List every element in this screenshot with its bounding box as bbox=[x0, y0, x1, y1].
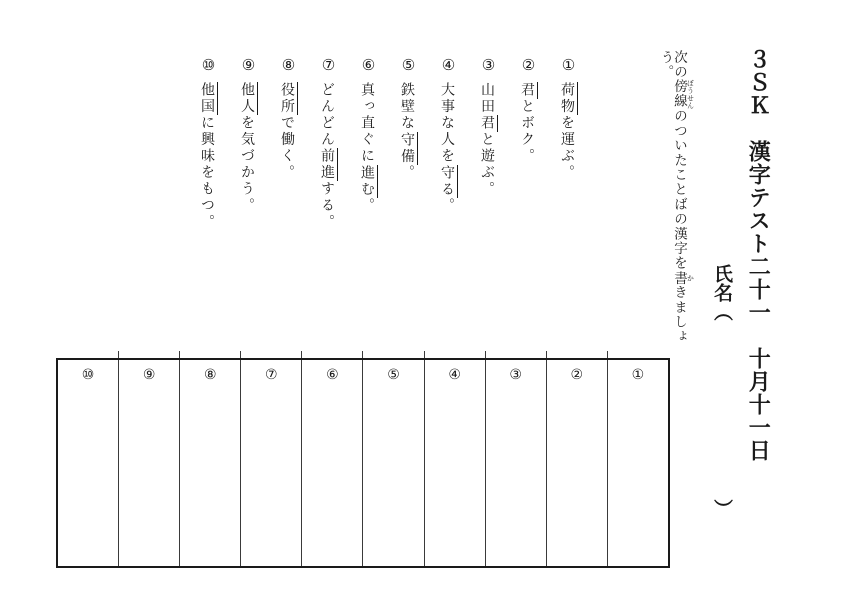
answer-cell bbox=[240, 360, 301, 566]
answer-table bbox=[56, 358, 670, 568]
underlined-word: 他人 bbox=[240, 82, 256, 115]
question-list bbox=[188, 56, 588, 366]
cell-number: ⑧ bbox=[203, 366, 217, 382]
answer-cell bbox=[301, 360, 362, 566]
item-text bbox=[201, 82, 215, 231]
cell-number: ⑥ bbox=[326, 366, 339, 382]
underlined-word: 役所 bbox=[280, 82, 296, 115]
cell-number: ⑤ bbox=[387, 366, 400, 382]
name-paren-close: ） bbox=[711, 499, 732, 518]
item-text bbox=[561, 82, 575, 181]
item-number: ⑧ bbox=[279, 56, 297, 74]
answer-cell bbox=[118, 360, 179, 566]
item-number: ⑩ bbox=[199, 56, 217, 74]
cell-number: ③ bbox=[509, 366, 522, 382]
answer-cell bbox=[362, 360, 423, 566]
cell-number: ① bbox=[631, 366, 645, 382]
text-segment: に興味をもつ。 bbox=[200, 115, 216, 231]
item-text bbox=[441, 82, 455, 214]
instruction-segment: 次の bbox=[672, 50, 687, 80]
furigana: か bbox=[686, 270, 694, 286]
furigana: ぼうせん bbox=[686, 79, 694, 109]
underlined-word: 前進 bbox=[320, 148, 336, 181]
answer-cell bbox=[546, 360, 607, 566]
text-segment: 。 bbox=[440, 197, 456, 214]
item-text bbox=[241, 82, 255, 214]
text-segment: と遊ぶ。 bbox=[480, 131, 496, 198]
text-segment: 。 bbox=[360, 197, 376, 214]
question-item bbox=[188, 56, 228, 366]
item-text bbox=[521, 82, 535, 165]
text-segment: を気づかう。 bbox=[240, 115, 256, 214]
question-item bbox=[228, 56, 268, 366]
text-segment: 真っ直ぐに bbox=[360, 82, 376, 165]
question-item bbox=[508, 56, 548, 366]
cell-number: ⑦ bbox=[265, 366, 278, 382]
text-segment: どんどん bbox=[320, 82, 336, 148]
question-item bbox=[548, 56, 588, 366]
question-item bbox=[468, 56, 508, 366]
text-segment: を運ぶ。 bbox=[560, 115, 576, 181]
page-title: ３ＳＫ 漢字テスト二十一 十月十一日 bbox=[746, 48, 772, 462]
text-segment: で働く。 bbox=[280, 115, 296, 181]
cell-number: ② bbox=[570, 366, 584, 382]
item-number: ① bbox=[559, 56, 577, 74]
name-label: 氏名（ bbox=[711, 264, 732, 321]
item-number: ④ bbox=[439, 56, 457, 74]
item-text bbox=[361, 82, 375, 214]
cell-number: ④ bbox=[448, 366, 461, 382]
underlined-word: 進む bbox=[360, 164, 376, 198]
item-number: ⑦ bbox=[319, 56, 337, 74]
answer-cell bbox=[179, 360, 240, 566]
item-number: ② bbox=[519, 56, 537, 74]
text-segment: 山田 bbox=[480, 82, 496, 115]
answer-cell bbox=[485, 360, 546, 566]
text-segment: 大事な人を bbox=[440, 82, 456, 165]
ruby-word: 書 か bbox=[672, 270, 694, 286]
instruction-segment: のついたことばの漢字を bbox=[672, 108, 687, 271]
question-item bbox=[308, 56, 348, 366]
item-text bbox=[321, 82, 335, 231]
item-number: ③ bbox=[479, 56, 497, 74]
underlined-word: 君 bbox=[480, 115, 496, 132]
question-item bbox=[428, 56, 468, 366]
item-number: ⑤ bbox=[399, 56, 417, 74]
answer-cell bbox=[424, 360, 485, 566]
text-segment: する。 bbox=[320, 181, 336, 231]
text-segment: 。 bbox=[400, 164, 416, 181]
cell-number: ⑨ bbox=[142, 366, 156, 382]
item-number: ⑥ bbox=[359, 56, 377, 74]
underlined-word: 他国 bbox=[200, 82, 216, 115]
instruction-segment: きましょう。 bbox=[658, 50, 687, 345]
underlined-word: 君 bbox=[520, 82, 536, 99]
answer-cell bbox=[58, 360, 118, 566]
item-text bbox=[401, 82, 415, 181]
item-text bbox=[281, 82, 295, 181]
name-field bbox=[708, 264, 735, 518]
cell-number: ⑩ bbox=[81, 366, 95, 382]
question-item bbox=[348, 56, 388, 366]
text-segment: 鉄壁な bbox=[400, 82, 416, 132]
instruction-text bbox=[659, 50, 694, 360]
ruby-word: 傍線 ぼうせん bbox=[672, 79, 694, 109]
question-item bbox=[268, 56, 308, 366]
underlined-word: 守る bbox=[440, 164, 456, 198]
item-text bbox=[481, 82, 495, 198]
text-segment: とボク。 bbox=[520, 98, 536, 165]
underlined-word: 荷物 bbox=[560, 82, 576, 115]
item-number: ⑨ bbox=[239, 56, 257, 74]
underlined-word: 守備 bbox=[400, 131, 416, 165]
question-item bbox=[388, 56, 428, 366]
answer-cell bbox=[607, 360, 668, 566]
